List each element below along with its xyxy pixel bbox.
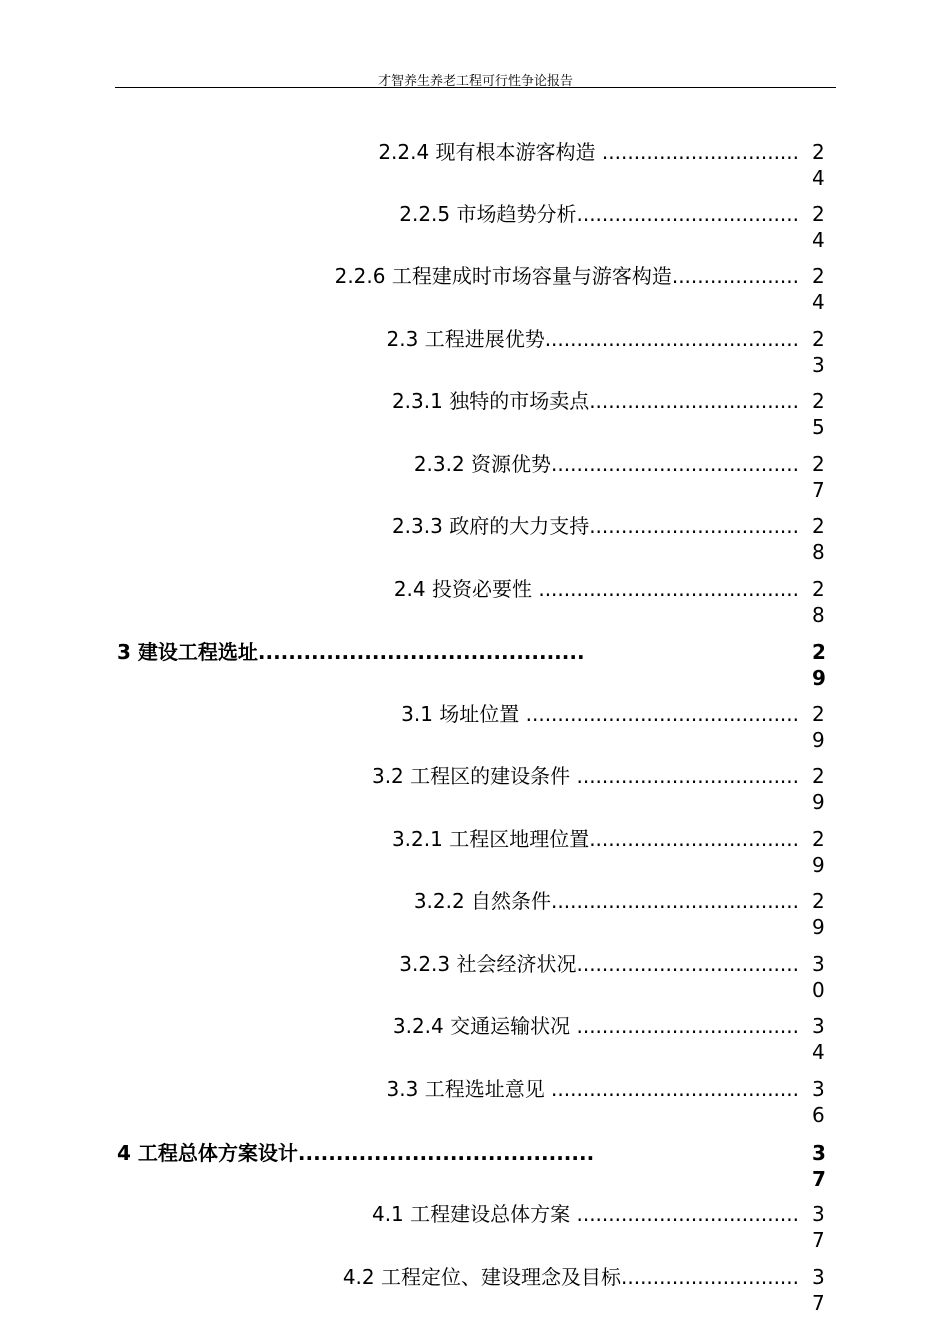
toc-entry-page: 24: [812, 202, 825, 252]
toc-entry-title: 3.3 工程选址意见 .......................................: [386, 1077, 799, 1101]
toc-entry[interactable]: [0, 888, 950, 944]
toc-entry-page: 24: [812, 140, 825, 190]
toc-entry[interactable]: [0, 139, 950, 195]
toc-entry[interactable]: [0, 326, 950, 382]
toc-entry-page: 30: [812, 952, 825, 1002]
toc-entry-title: 3.2 工程区的建设条件 ...................................: [371, 764, 799, 788]
toc-entry[interactable]: [0, 263, 950, 319]
toc-entry-title: 2.3 工程进展优势........................................: [386, 327, 799, 351]
toc-entry[interactable]: [0, 701, 950, 757]
toc-entry-page: 24: [812, 264, 825, 314]
toc-entry-page: 25: [812, 389, 825, 439]
toc-entry[interactable]: [0, 513, 950, 569]
toc-entry-page: 37: [812, 1202, 825, 1252]
toc-entry[interactable]: [0, 451, 950, 507]
toc-entry-title: 3.2.1 工程区地理位置.................................: [391, 827, 799, 851]
toc-entry[interactable]: [0, 951, 950, 1007]
toc-entry-title: 2.2.5 市场趋势分析...................................: [399, 202, 799, 226]
toc-entry-page: 29: [812, 702, 825, 752]
toc-entry-page: 28: [812, 577, 825, 627]
toc-entry[interactable]: [0, 1076, 950, 1132]
toc-entry-page: 28: [812, 514, 825, 564]
toc-entry-page: 23: [812, 327, 825, 377]
toc-entry-title: 2.2.6 工程建成时市场容量与游客构造....................: [334, 264, 799, 288]
toc-entry-title: 3 建设工程选址...........................................: [117, 640, 585, 664]
toc-entry[interactable]: [0, 388, 950, 444]
page-header-title: 才智养生养老工程可行性争论报告: [377, 74, 573, 89]
toc-entry[interactable]: [0, 763, 950, 819]
toc-entry-title: 4.1 工程建设总体方案 ...................................: [371, 1202, 799, 1226]
toc-entry-page: 29: [812, 827, 825, 877]
toc-entry-title: 3.2.2 自然条件.......................................: [413, 889, 799, 913]
toc-entry-title: 3.1 场址位置 ...........................................: [401, 702, 799, 726]
toc-entry-page: 29: [812, 640, 826, 690]
toc-entry-page: 37: [812, 1141, 826, 1191]
toc-entry-page: 36: [812, 1077, 825, 1127]
toc-entry-title: 2.3.1 独特的市场卖点.................................: [391, 389, 799, 413]
toc-entry[interactable]: [0, 1013, 950, 1069]
toc-entry-page: 29: [812, 889, 825, 939]
toc-entry-page: 29: [812, 764, 825, 814]
toc-entry-title: 4 工程总体方案设计.......................................: [117, 1141, 595, 1165]
toc-entry[interactable]: [0, 1201, 950, 1257]
toc-entry-page: 27: [812, 452, 825, 502]
toc-entry[interactable]: [0, 201, 950, 257]
toc-entry-title: 2.4 投资必要性 .........................................: [393, 577, 799, 601]
toc-entry-title: 2.3.2 资源优势.......................................: [413, 452, 799, 476]
toc-entry-title: 3.2.3 社会经济状况...................................: [399, 952, 799, 976]
toc-chapter-entry[interactable]: [0, 1140, 950, 1196]
toc-entry-title: 2.2.4 现有根本游客构造 ...............................: [378, 140, 799, 164]
toc-entry-page: 37: [812, 1265, 825, 1315]
toc-entry[interactable]: [0, 1264, 950, 1320]
toc-entry-title: 3.2.4 交通运输状况 ...................................: [392, 1014, 799, 1038]
toc-entry-title: 4.2 工程定位、建设理念及目标............................: [342, 1265, 799, 1289]
toc-entry[interactable]: [0, 576, 950, 632]
toc-chapter-entry[interactable]: [0, 639, 950, 695]
toc-entry-page: 34: [812, 1014, 825, 1064]
toc-entry[interactable]: [0, 826, 950, 882]
toc-entry-title: 2.3.3 政府的大力支持.................................: [391, 514, 799, 538]
